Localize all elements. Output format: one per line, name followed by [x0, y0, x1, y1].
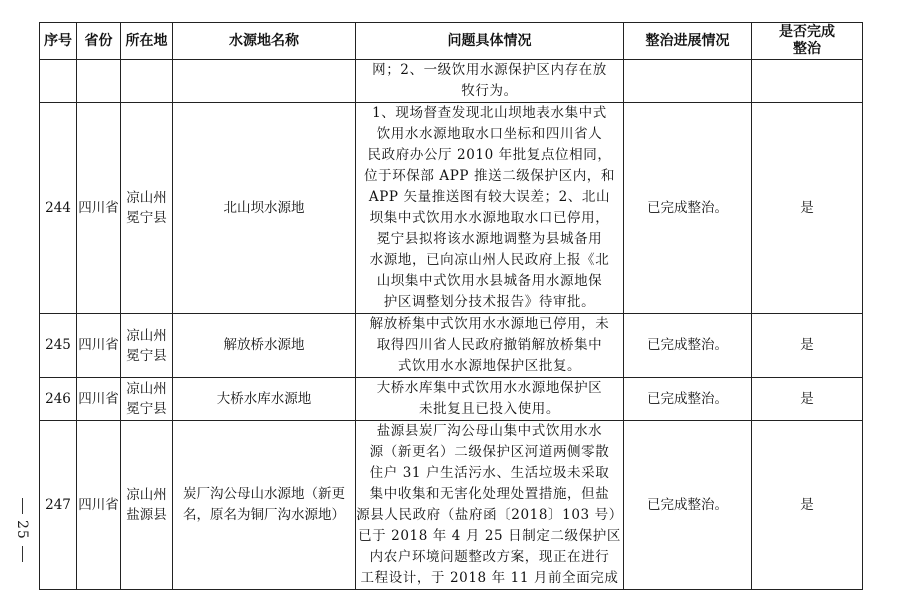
done-cell: 是	[752, 378, 863, 421]
table-row	[40, 103, 863, 314]
source-name-cell: 解放桥水源地	[173, 314, 356, 378]
progress-cell: 已完成整治。	[624, 421, 752, 590]
problem-line: 住户 31 户生活污水、生活垃圾未采取	[369, 465, 610, 481]
problem-line: 已于 2018 年 4 月 25 日制定二级保护区	[358, 528, 621, 544]
problem-line: APP 矢量推送图有较大误差；2、北山	[368, 189, 611, 205]
problem-cell	[356, 314, 624, 378]
problem-line: 内农户环境问题整改方案，现正在进行	[369, 549, 610, 565]
problem-line: 坝集中式饮用水水源地取水口已停用，	[369, 210, 610, 226]
location-prefecture: 凉山州	[126, 327, 167, 344]
header-source-name: 水源地名称	[173, 23, 356, 60]
province-cell: 四川省	[77, 314, 121, 378]
table-row	[40, 378, 863, 421]
done-cell: 是	[752, 314, 863, 378]
done-cell: 是	[752, 103, 863, 314]
problem-line: 1、现场督查发现北山坝地表水集中式	[372, 105, 607, 121]
source-name-line: 炭厂沟公母山水源地（新更	[183, 486, 345, 502]
problem-line: 工程设计，于 2018 年 11 月前全面完成	[360, 570, 619, 586]
province-cell: 四川省	[77, 378, 121, 421]
progress-cell: 已完成整治。	[624, 103, 752, 314]
table-row	[40, 421, 863, 590]
header-location: 所在地	[121, 23, 173, 60]
problem-line: 位于环保部 APP 推送二级保护区内，和	[364, 168, 615, 184]
table-row-continued	[40, 60, 863, 103]
problem-line: 民政府办公厅 2010 年批复点位相同，	[367, 147, 612, 163]
location-prefecture: 凉山州	[126, 381, 167, 397]
location-county: 冕宁县	[126, 210, 167, 226]
seq-cell: 244	[40, 103, 77, 314]
header-done	[752, 23, 863, 60]
location-cell	[121, 103, 173, 314]
seq-cell: 246	[40, 378, 77, 421]
location-prefecture: 凉山州	[126, 190, 167, 206]
problem-line: 网；2、一级饮用水源保护区内存在放	[372, 62, 607, 78]
problem-line: 式饮用水水源地保护区批复。	[397, 358, 582, 374]
page-number-dash	[22, 498, 23, 514]
header-seq: 序号	[40, 23, 77, 60]
problem-line: 解放桥集中式饮用水水源地已停用，未	[369, 316, 610, 332]
province-cell: 四川省	[77, 103, 121, 314]
location-prefecture: 凉山州	[126, 487, 167, 503]
problem-line: 水源地，已向凉山州人民政府上报《北	[369, 252, 610, 268]
header-problem: 问题具体情况	[356, 23, 624, 60]
problem-line: 牧行为。	[461, 83, 518, 99]
source-name-cell	[173, 421, 356, 590]
source-name-cell: 大桥水库水源地	[173, 378, 356, 421]
province-cell: 四川省	[77, 421, 121, 590]
location-county: 冕宁县	[126, 401, 167, 417]
header-done-line2: 整治	[793, 41, 821, 57]
problem-cell	[356, 60, 624, 103]
header-progress: 整治进展情况	[624, 23, 752, 60]
source-name-cell: 北山坝水源地	[173, 103, 356, 314]
problem-line: 山坝集中式饮用水县城备用水源地保	[376, 273, 603, 289]
progress-cell: 已完成整治。	[624, 378, 752, 421]
location-county: 冕宁县	[126, 347, 167, 364]
source-name-line: 名，原名为铜厂沟水源地）	[183, 507, 345, 523]
problem-line: 取得四川省人民政府撤销解放桥集中	[376, 337, 603, 353]
location-county: 盐源县	[126, 507, 167, 523]
page-number	[12, 498, 32, 568]
problem-line: 大桥水库集中式饮用水水源地保护区	[376, 380, 603, 396]
done-cell: 是	[752, 421, 863, 590]
problem-line: 盐源县炭厂沟公母山集中式饮用水水	[376, 423, 603, 439]
rectification-table	[39, 22, 863, 590]
header-row	[40, 23, 863, 60]
page-number-value: 25	[14, 520, 30, 540]
problem-line: 护区调整划分技术报告》待审批。	[383, 294, 596, 310]
seq-cell: 247	[40, 421, 77, 590]
location-cell	[121, 378, 173, 421]
location-cell	[121, 314, 173, 378]
problem-line: 饮用水水源地取水口坐标和四川省人	[376, 126, 603, 142]
seq-cell: 245	[40, 314, 77, 378]
problem-cell	[356, 421, 624, 590]
problem-cell	[356, 103, 624, 314]
problem-line: 源县人民政府（盐府函〔2018〕103 号）	[356, 507, 623, 523]
problem-line: 源（新更名）二级保护区河道两侧零散	[369, 444, 610, 460]
page-number-dash	[22, 546, 23, 562]
header-province: 省份	[77, 23, 121, 60]
header-done-line1: 是否完成	[779, 24, 835, 40]
problem-line: 集中收集和无害化处理处置措施，但盐	[369, 486, 610, 502]
problem-line: 冕宁县拟将该水源地调整为县城备用	[376, 231, 603, 247]
problem-line: 未批复且已投入使用。	[419, 401, 560, 417]
problem-cell	[356, 378, 624, 421]
location-cell	[121, 421, 173, 590]
table-row	[40, 314, 863, 378]
progress-cell: 已完成整治。	[624, 314, 752, 378]
